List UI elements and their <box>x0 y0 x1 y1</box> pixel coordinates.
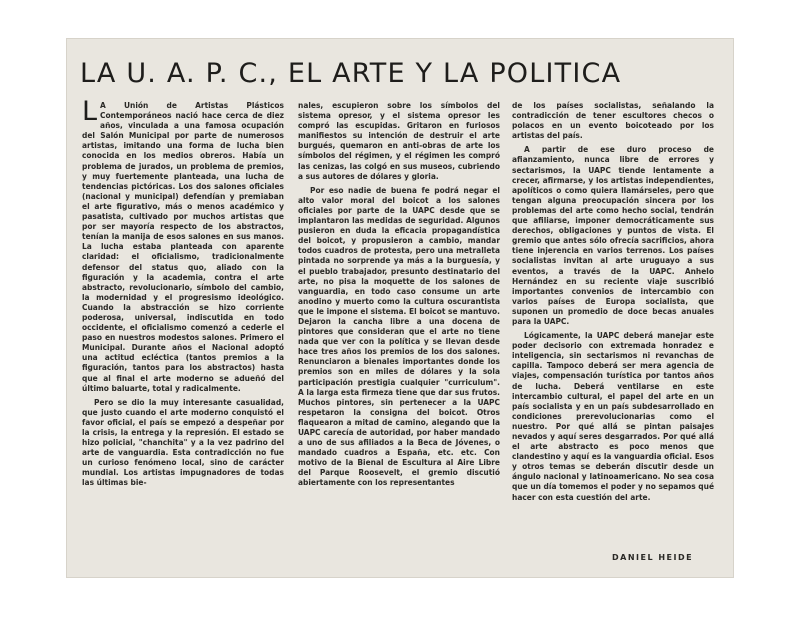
drop-cap: L <box>82 100 98 127</box>
paragraph: nales, escupieron sobre los símbolos del sistema opresor, y el sistema opresor les compró las escupidas. Gritaron en furiosos manifiestos su intención de destruir el arte burgués, quemaron en anti-obras de arte los símbolos del régimen, y el régimen les compró las cenizas, las colgó en sus museos, cubriendo a sus autores de dólares y gloria. <box>298 100 500 181</box>
paragraph: de los países socialistas, señalando la contradicción de tener escultores checos o polacos en un evento boicoteado por los artistas del país. <box>512 100 714 141</box>
paragraph: Lógicamente, la UAPC deberá manejar este poder decisorio con extremada honradez e inteligencia, sin sectarismos ni revanchas de capilla. Tampoco deberá ser mera agencia de viajes, compensación turística por tantos años de lucha. Deberá ventilarse en este intercambio cultural, el papel del arte en un país socialista y en un país subdesarrollado en condiciones prerevolucionarias como el nuestro. Por qué allá se pintan paisajes nevados y aquí seres desgarrados. Por qué allá el arte abstracto es poco menos que clandestino y aquí es la vanguardia oficial. Esos y otros temas se deberán discutir desde un ángulo nacional y latinoamericano. No sea cosa que un día tomemos el poder y no sepamos qué hacer con esta cuestión del arte. <box>512 330 714 502</box>
column-2 <box>298 100 500 570</box>
paragraph: A partir de ese duro proceso de afianzamiento, nunca libre de errores y sectarismos, la UAPC tiende lentamente a crecer, afirmarse, y los artistas independientes, apolíticos o como quiera llamárseles, pero que tengan alguna preocupación sincera por los problemas del arte como hecho social, tendrán que afiliarse, imponer democráticamente sus derechos, obligaciones y puntos de vista. El gremio que antes sólo ofrecía sacrificios, ahora tiene injerencia en varios terrenos. Los países socialistas invitan al arte uruguayo a sus eventos, a través de la UAPC. Anhelo Hernández en su reciente viaje suscribió importantes convenios de intercambio con varios países de Europa socialista, que suponen un promedio de doce becas anuales para la UAPC. <box>512 144 714 326</box>
article-headline: LA U. A. P. C., EL ARTE Y LA POLITICA <box>80 58 622 89</box>
column-1 <box>82 100 284 570</box>
paragraph: Pero se dio la muy interesante casualidad, que justo cuando el arte moderno conquistó el favor oficial, el país se empezó a despeñar por la crisis, la entrega y la represión. El estado se hizo policial, "chanchita" y a la vez padrino del arte de vanguardia. Esta contradicción no fue un curioso fenómeno local, sino de carácter mundial. Los artistas impugnadores de todas las últimas bie- <box>82 396 284 488</box>
paragraph: L A Unión de Artistas Plásticos Contemporáneos nació hace cerca de diez años, vinculada a una famosa ocupación del Salón Municipal por parte de numerosos artistas, imitando una forma de lucha bien conocida en los medios obreros. Había un problema de jurados, un problema de premios, y muy fuertemente planteada, una lucha de tendencias pictóricas. Los dos salones oficiales (nacional y municipal) defendían y premiaban el arte figurativo, más o menos académico y pasatista, cultivado por muchos artistas que por ser mayoría respecto de los abstractos, tenían la manija de esos salones en sus manos. La lucha estaba planteada con aparente claridad: el oficialismo, tradicionalmente defensor del status quo, aliado con la figuración y la academia, contra el arte abstracto, revolucionario, símbolo del cambio, la modernidad y el progresismo ideológico. Cuando la abstracción se hizo corriente poderosa, universal, indiscutida en todo occidente, el oficialismo comenzó a cederle el paso en nuestros modestos salones. Primero el Municipal. Durante años el Nacional adoptó una actitud ecléctica (tantos premios a la figuración, tantos para los abstractos) hasta que al final el arte moderno se adueñó del último baluarte, total y radicalmente. <box>82 100 284 393</box>
author-signature: DANIEL HEIDE <box>612 553 694 562</box>
paragraph: Por eso nadie de buena fe podrá negar el alto valor moral del boicot a los salones oficiales por parte de la UAPC desde que se implantaron las medidas de seguridad. Algunos pusieron en duda la eficacia propagandística del boicot, y propusieron a cambio, mandar todos cuadros de protesta, pero una metralleta pintada no sorprende ya más a la burguesía, y el pueblo trabajador, presunto destinatario del arte, no pisa la moquette de los salones de vanguardia, en todo caso consume un arte anodino y muerto como la cultura oscurantista que le impone el sistema. El boicot se mantuvo. Dejaron la cancha libre a una docena de pintores que consideran que el arte no tiene nada que ver con la política y se llevan desde hace tres años los premios de los dos salones. Renunciaron a bienales importantes donde los premios son en miles de dólares y la sola participación prestigia cualquier "curriculum". A la larga esta firmeza tiene que dar sus frutos. Muchos pintores, sin pertenecer a la UAPC respetaron la consigna del boicot. Otros flaquearon a mitad de camino, alegando que la UAPC carecía de autoridad, por haber mandado a uno de sus afiliados a la Beca de Jóvenes, o mandado cuadros a España, etc. etc. Con motivo de la Bienal de Escultura al Aire Libre del Parque Roosevelt, el gremio discutió abiertamente con los representantes <box>298 184 500 488</box>
column-3 <box>512 100 714 570</box>
